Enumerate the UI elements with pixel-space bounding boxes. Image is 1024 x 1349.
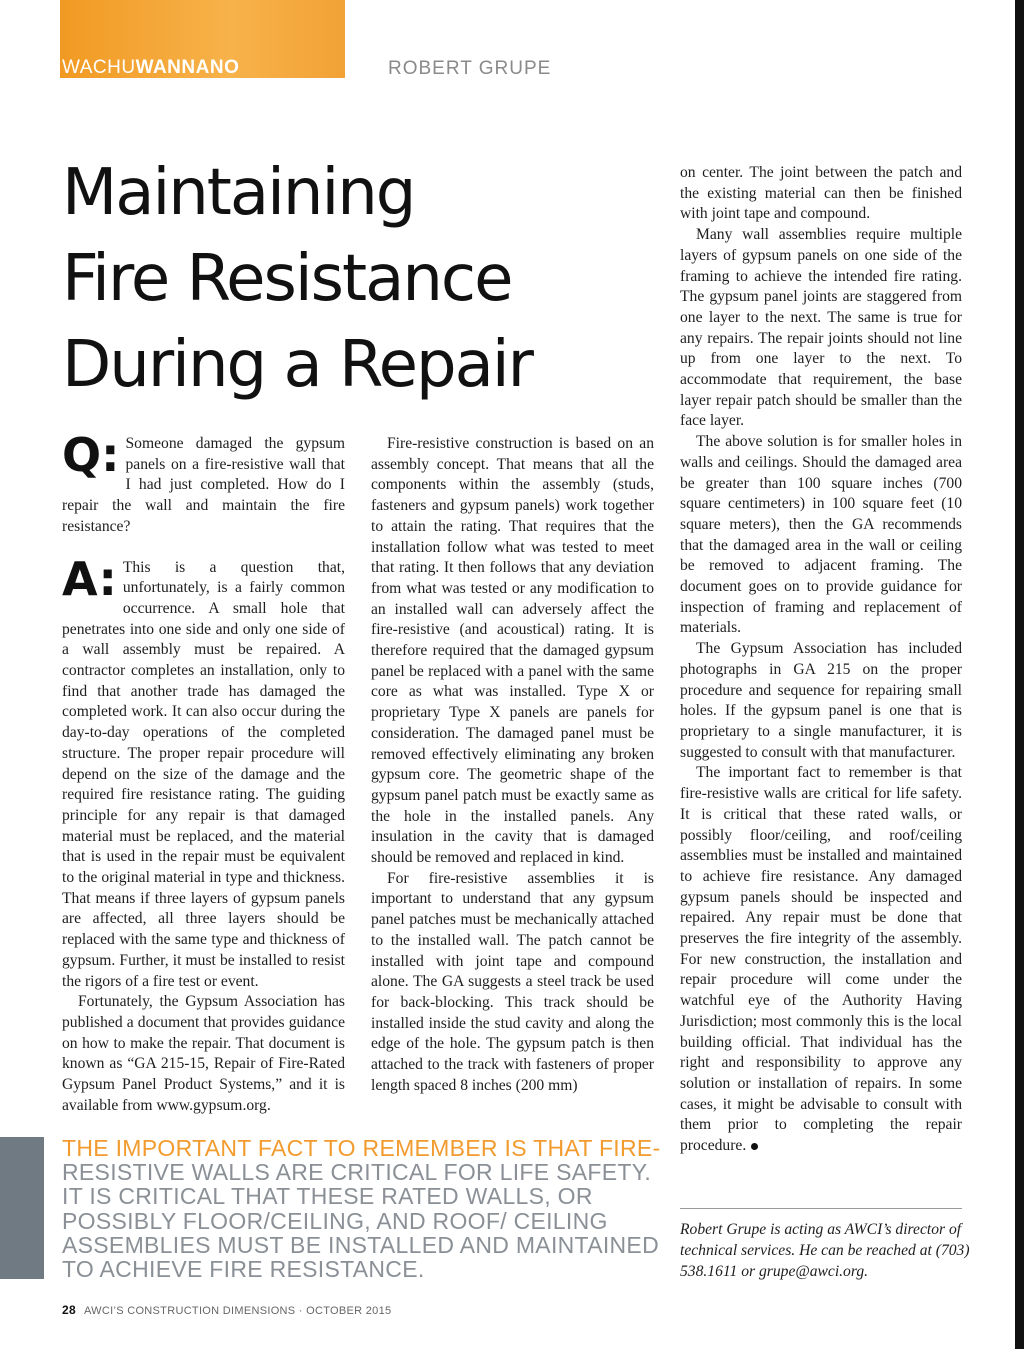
body-paragraph: The Gypsum Association has included photographs in GA 215 on the proper procedure and sequence for repairing small holes. If the gypsum panel is one that is proprietary to a single manufacturer, it is suggested to consult with that manufacturer. xyxy=(680,640,962,761)
text-column-1 xyxy=(62,428,345,1117)
text-column-3 xyxy=(680,163,962,1157)
answer-text: This is a question that, unfortunately, is a fairly common occurrence. A small hole that penetrates into one side and only one side of a wall assembly must be repaired. A contractor completes an installation, only to find that another trade has damaged the completed work. It can also occur during the day-to-day operations of the completed structure. The proper repair procedure will depend on the size of the damage and the required fire resistance rating. The guiding principle for any repair is that damaged material must be replaced, and the material that is used in the repair must be equivalent to the original material in type and thickness. That means if three layers of gypsum panels are affected, all three layers should be replaced with the same type and thickness of gypsum. Further, it must be installed to resist the rigors of a fire test or event. xyxy=(62,558,345,990)
author-name: ROBERT GRUPE xyxy=(388,58,552,79)
question-dropcap: Q: xyxy=(62,428,120,482)
page-edge xyxy=(1015,0,1024,1349)
body-paragraph: The above solution is for smaller holes in walls and ceilings. Should the damaged area be greater than 100 square inches (700 square centimeters) in 100 square feet (10 square meters), then the GA recommends that the damaged area in the wall or ceiling be removed to adjacent framing. The document goes on to provide guidance for inspection of framing and replacement of materials. xyxy=(680,433,962,637)
body-paragraph: For fire-resistive assemblies it is important to understand that any gypsum panel patches must be mechanically attached to the installed wall. The patch cannot be installed with joint tape and compound alone. The GA suggests a steel track be used for back-blocking. This track should be installed inside the stud cavity and along the edge of the hole. The gypsum patch is then attached to the track with fasteners of proper length spaced 8 inches (200 mm) xyxy=(371,869,654,1094)
pull-quote-accent: THE IMPORTANT FACT TO REMEMBER IS THAT FIRE- xyxy=(62,1135,661,1161)
body-paragraph: Fortunately, the Gypsum Association has published a document that provides guidance on how to make the repair. That document is known as “GA 215-15, Repair of Fire-Rated Gypsum Panel Product Systems,” and it is available from www.gypsum.org. xyxy=(62,993,345,1114)
closing-paragraph: The important fact to remember is that fire-resistive walls are critical for life safety. It is critical that these rated walls, or possibly floor/ceiling, and roof/ceiling assemblies must be installed and maintained to achieve fire resistance. Any damaged gypsum panels should be inspected and repaired. Any repair must be done that preserves the fire integrity of the assembly. For new construction, the installation and repair procedure will come under the watchful eye of the Authority Having Jurisdiction; most commonly this is the local building official. That individual has the right and responsibility to approve any solution or installation of repairs. In some cases, it might be advisable to consult with them prior to completing the repair procedure. xyxy=(680,764,962,1155)
end-mark-icon xyxy=(751,1143,758,1150)
pullquote-side-bar xyxy=(0,1137,44,1279)
pull-quote-text: RESISTIVE WALLS ARE CRITICAL FOR LIFE SAFETY. IT IS CRITICAL THAT THESE RATED WALLS, OR POSSIBLY FLOOR/CEILING, AND ROOF/ CEILING ASSEMBLIES MUST BE INSTALLED AND MAINTAINED TO ACHIEVE FIRE RESISTANCE. xyxy=(62,1159,659,1283)
question-paragraph xyxy=(62,428,345,538)
author-bio: Robert Grupe is acting as AWCI’s director of technical services. He can be reached at (703) 538.1611 or grupe@awci.org. xyxy=(680,1221,970,1280)
body-paragraph: Fire-resistive construction is based on an assembly concept. That means that all the components within the assembly (studs, fasteners and gypsum panels) work together to attain the rating. That requires that the installation follow what was tested to meet that rating. It then follows that any deviation from what was tested or any modification to an installed wall can adversely affect the fire-resistive (and acoustical) rating. It is therefore required that the damaged gypsum panel be replaced with a panel with the same core as what was installed. Type X or proprietary Type X panels are panels for consideration. The damaged panel must be removed effectively eliminating any broken gypsum core. The geometric shape of the gypsum panel patch must be exactly same as the hole in the installed panels. Any insulation in the cavity that is damaged should be removed and replaced in kind. xyxy=(371,435,654,867)
answer-dropcap: A: xyxy=(62,551,117,606)
column-kicker: WACHUWANNANO xyxy=(62,58,239,81)
answer-paragraph xyxy=(62,551,345,993)
text-column-2 xyxy=(371,434,654,1097)
page-footer xyxy=(62,1303,391,1317)
bio-divider xyxy=(680,1208,962,1209)
question-text: Someone damaged the gypsum panels on a fire-resistive wall that I had just completed. How do I repair the wall and maintain the fire resistance? xyxy=(62,435,345,535)
publication-info: AWCI’S CONSTRUCTION DIMENSIONS · OCTOBER 2015 xyxy=(83,1305,392,1317)
page-number: 28 xyxy=(62,1303,76,1317)
article-title: Maintaining Fire Resistance During a Repair xyxy=(62,156,532,402)
pull-quote xyxy=(62,1136,662,1281)
body-paragraph: on center. The joint between the patch and the existing material can then be finished with joint tape and compound. xyxy=(680,164,962,223)
body-paragraph: Many wall assemblies require multiple layers of gypsum panels on one side of the framing to achieve the intended fire rating. The gypsum panel joints are staggered from one layer to the next. The same is true for any repairs. The repair joints should not line up from one layer to the next. To accommodate that requirement, the base layer repair patch should be smaller than the face layer. xyxy=(680,226,962,430)
